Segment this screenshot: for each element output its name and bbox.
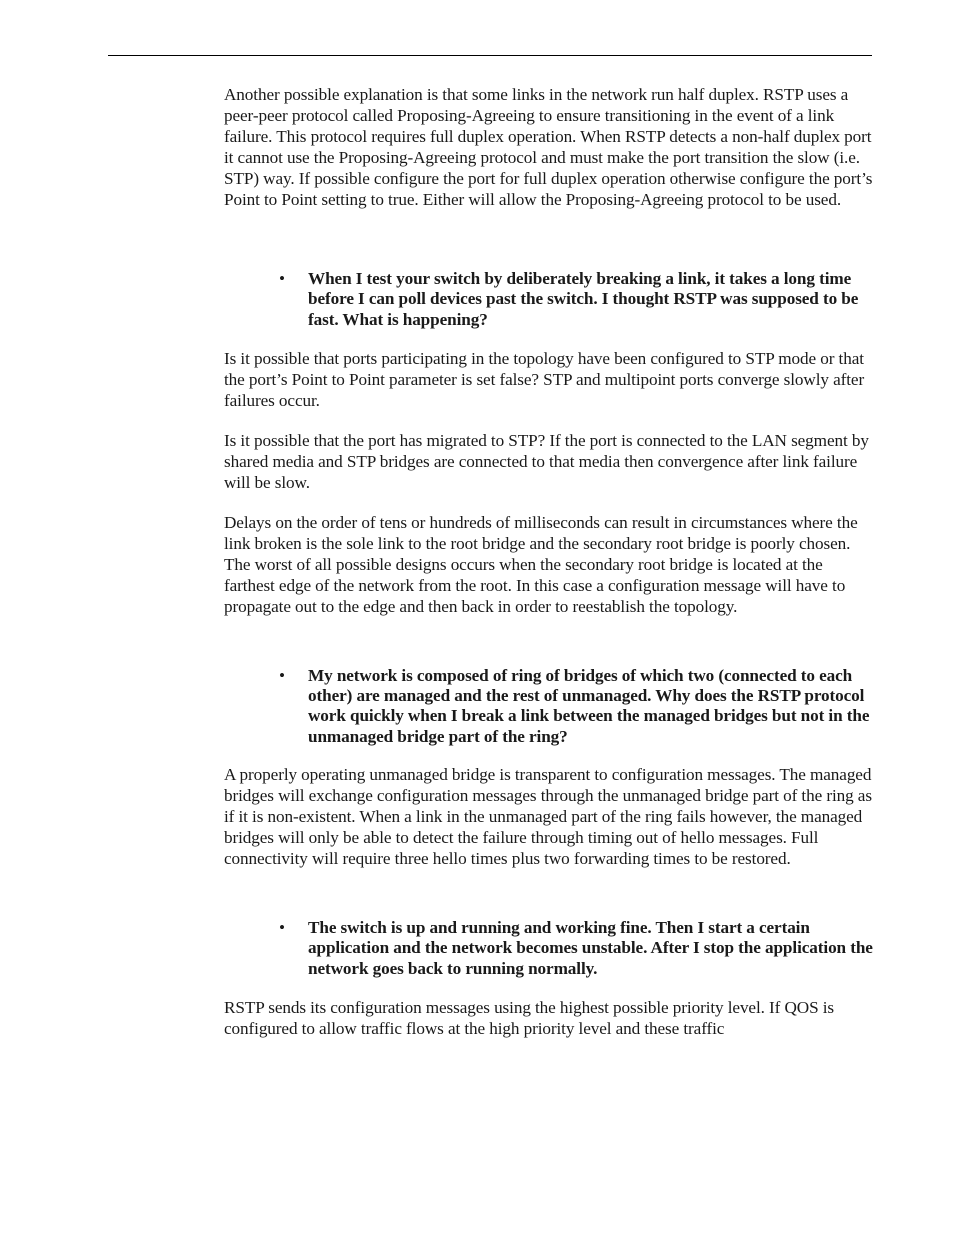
- faq-question-unstable-network: [224, 918, 876, 979]
- question-text: My network is composed of ring of bridges of which two (connected to each other) are managed and the rest of unmanaged. Why does the RSTP protocol work quickly when I break a link between the managed bridges but not in the unmanaged bridge part of the ring?: [308, 665, 870, 746]
- faq-question-ring-bridges: [224, 666, 876, 747]
- paragraph-stp-mode: Is it possible that ports participating in the topology have been configured to STP mode or that the port’s Point to Point parameter is set false? STP and multipoint ports converge slowly after failures occur.: [224, 348, 865, 410]
- question-text: When I test your switch by deliberately breaking a link, it takes a long time before I can poll devices past the switch. I thought RSTP was supposed to be fast. What is happening?: [308, 269, 859, 329]
- bullet-icon: •: [279, 918, 285, 938]
- paragraph-delays: Delays on the order of tens or hundreds of milliseconds can result in circumstances where the link broken is the sole link to the root bridge and the secondary root bridge is poorly chosen. The worst of all possible designs occurs when the secondary root bridge is located at the farthest edge of the network from the root. In this case a configuration message will have to propagate out to the edge and then back in order to reestablish the topology.: [224, 512, 858, 616]
- paragraph-priority-level: RSTP sends its configuration messages using the highest possible priority level. If QOS is configured to allow traffic flows at the high priority level and these traffic: [224, 997, 835, 1038]
- paragraph-migrated-stp: Is it possible that the port has migrated to STP? If the port is connected to the LAN segment by shared media and STP bridges are connected to that media then convergence after link failure will be slow.: [224, 430, 869, 492]
- bullet-icon: •: [279, 269, 285, 288]
- paragraph-half-duplex: Another possible explanation is that some links in the network run half duplex. RSTP uses a peer-peer protocol called Proposing-Agreeing to ensure transitioning in the event of a link failure. This protocol requires full duplex operation. When RSTP detects a non-half duplex port it cannot use the Proposing-Agreeing protocol and must make the port transition the slow (i.e. STP) way. If possible configure the port for full duplex operation otherwise configure the port’s Point to Point setting to true. Either will allow the Proposing-Agreeing protocol to be used.: [224, 85, 873, 209]
- question-text: The switch is up and running and working fine. Then I start a certain application and the network becomes unstable. After I stop the application the network goes back to running normally.: [308, 918, 873, 978]
- document-body: [224, 84, 876, 1039]
- header-rule: [108, 55, 872, 56]
- faq-question-link-break: [224, 269, 876, 330]
- bullet-icon: •: [279, 665, 285, 685]
- paragraph-unmanaged-bridge: A properly operating unmanaged bridge is transparent to configuration messages. The managed bridges will exchange configuration messages through the unmanaged bridge part of the ring as if it is non-existent. When a link in the unmanaged part of the ring fails however, the managed bridges will only be able to detect the failure through timing out of hello messages. Full connectivity will require three hello times plus two forwarding times to be restored.: [224, 765, 872, 869]
